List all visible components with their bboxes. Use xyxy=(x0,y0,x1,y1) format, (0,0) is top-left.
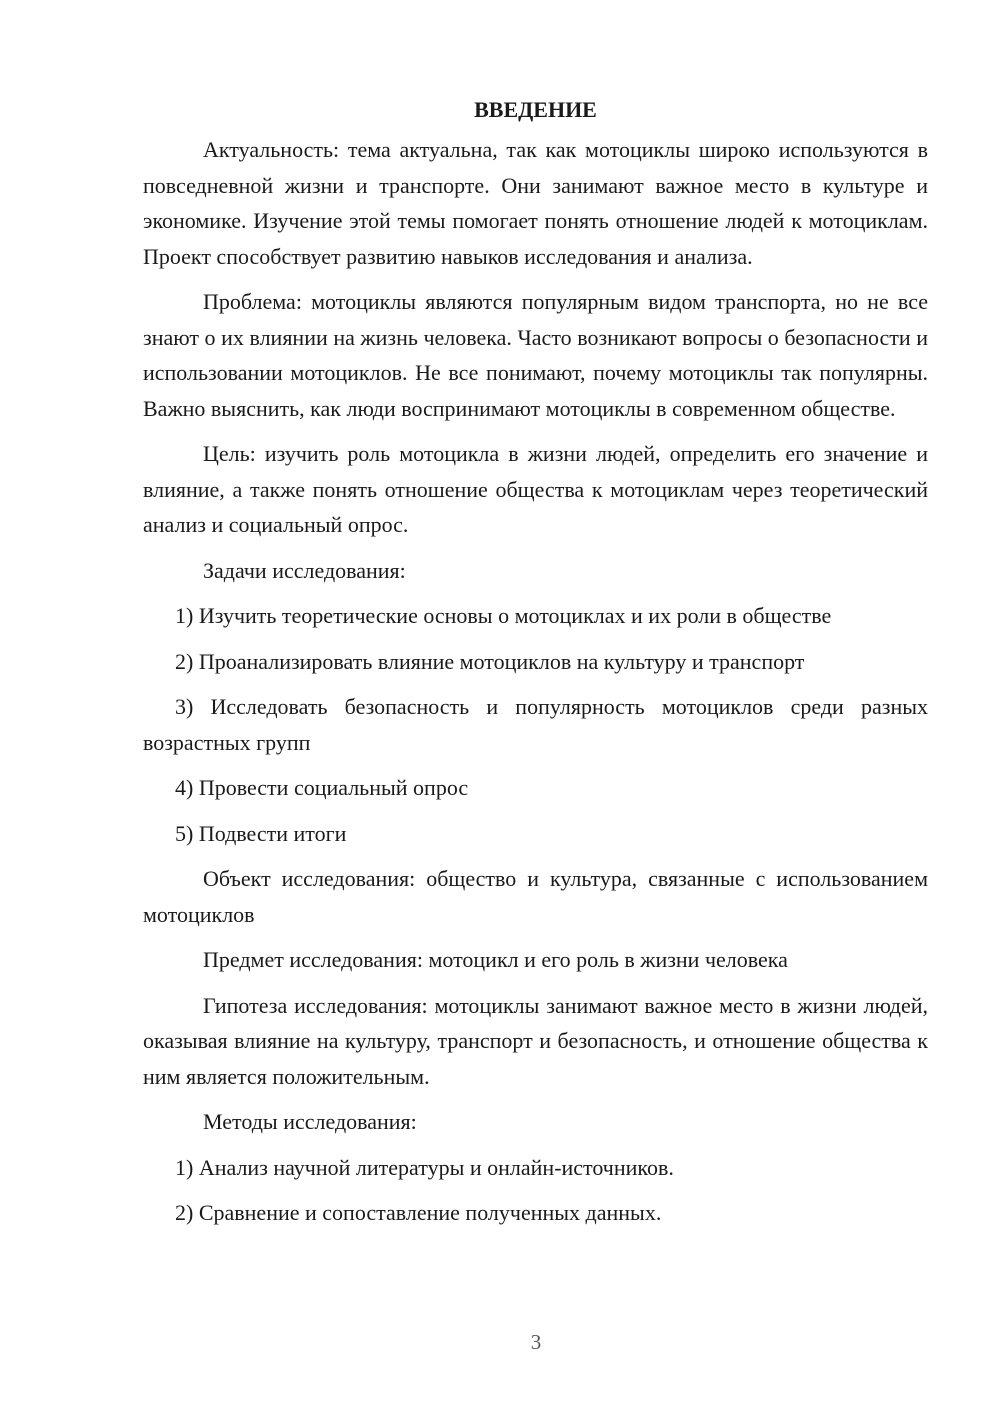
subject-paragraph: Предмет исследования: мотоцикл и его роль в жизни человека xyxy=(203,947,788,972)
task-item-3: 3) Исследовать безопасность и популярность мотоциклов среди разных возрастных групп xyxy=(143,694,928,755)
relevance-paragraph: Актуальность: тема актуальна, так как мотоциклы широко используются в повседневной жизни и транспорте. Они занимают важное место в культуре и экономике. Изучение этой темы помогает понять отношение людей к мотоциклам. Проект способствует развитию навыков исследования и анализа. xyxy=(143,137,928,269)
methods-heading: Методы исследования: xyxy=(203,1109,417,1134)
problem-paragraph: Проблема: мотоциклы являются популярным видом транспорта, но не все знают о их влиянии на жизнь человека. Часто возникают вопросы о безопасности и использовании мотоциклов. Не все понимают, почему мотоциклы так популярны. Важно выяснить, как люди воспринимают мотоциклы в современном обществе. xyxy=(143,289,928,421)
task-item-5: 5) Подвести итоги xyxy=(175,820,347,846)
task-item-1: 1) Изучить теоретические основы о мотоциклах и их роли в обществе xyxy=(175,603,832,628)
task-item-2: 2) Проанализировать влияние мотоциклов на культуру и транспорт xyxy=(175,648,805,674)
method-item-1: 1) Анализ научной литературы и онлайн-источников. xyxy=(175,1154,674,1180)
document-page xyxy=(143,92,928,1241)
tasks-heading: Задачи исследования: xyxy=(203,557,406,583)
hypothesis-paragraph: Гипотеза исследования: мотоциклы занимают важное место в жизни людей, оказывая влияние на культуру, транспорт и безопасность, и отношение общества к ним является положительным. xyxy=(143,992,928,1089)
task-item-4: 4) Провести социальный опрос xyxy=(175,775,469,800)
object-paragraph: Объект исследования: общество и культура, связанные с использованием мотоциклов xyxy=(143,866,928,927)
method-item-2: 2) Сравнение и сопоставление полученных данных. xyxy=(175,1200,662,1225)
section-heading: ВВЕДЕНИЕ xyxy=(474,97,597,122)
page-number: 3 xyxy=(530,1330,542,1354)
goal-paragraph: Цель: изучить роль мотоцикла в жизни людей, определить его значение и влияние, а также понять отношение общества к мотоциклам через теоретический анализ и социальный опрос. xyxy=(143,441,928,537)
